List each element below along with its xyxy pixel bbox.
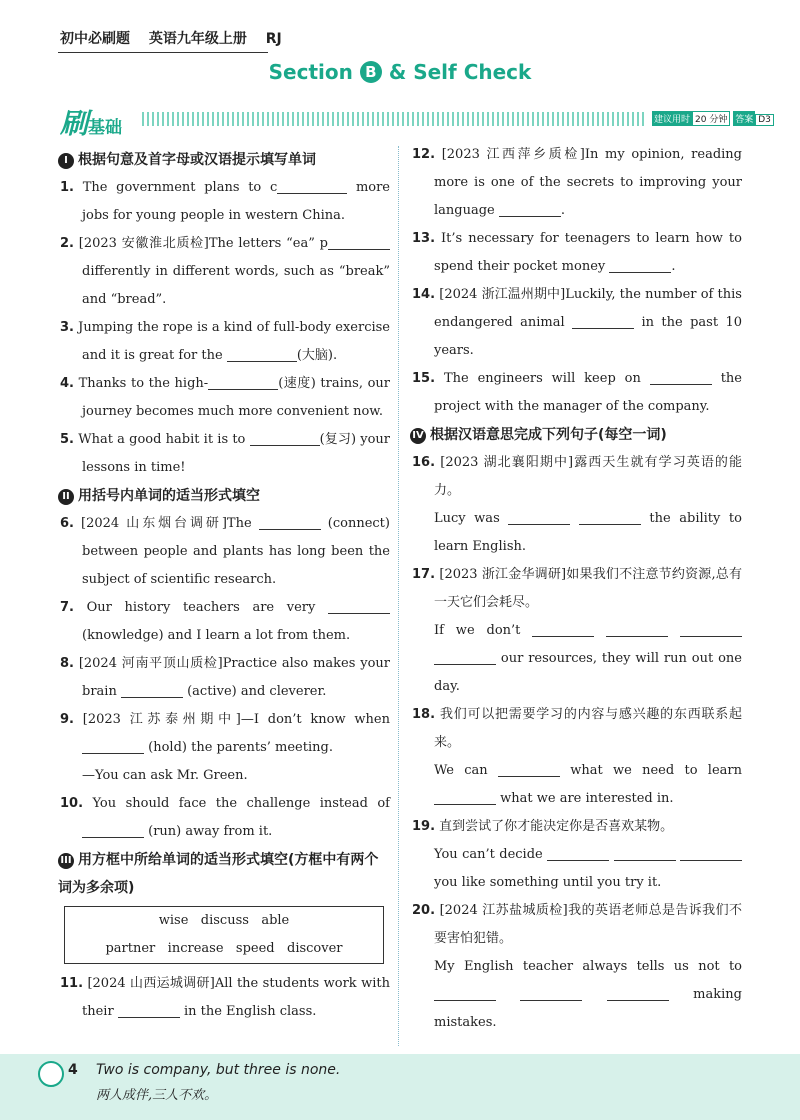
question-18 xyxy=(412,701,742,757)
question-text: what we need to learn xyxy=(570,763,742,778)
question-text: (run) away from it. xyxy=(148,824,273,839)
question-17 xyxy=(412,561,742,617)
answer-blank[interactable] xyxy=(499,202,561,217)
word-box xyxy=(64,906,384,964)
answer-blank[interactable] xyxy=(680,622,742,637)
section-letter-badge: B xyxy=(360,61,382,83)
question-text: What a good habit it is to xyxy=(78,432,246,447)
question-text: more jobs for young people in western China. xyxy=(82,180,390,223)
logo-big-char: 刷 xyxy=(60,107,89,140)
question-text: You should face the challenge instead of xyxy=(92,796,390,811)
question-text: . xyxy=(671,259,676,274)
question-chinese: 如果我们不注意节约资源,总有一天它们会耗尽。 xyxy=(434,567,742,610)
question-number: 14. xyxy=(412,287,436,302)
question-5 xyxy=(60,426,390,482)
logo-small-text: 基础 xyxy=(88,118,123,138)
question-text: (knowledge) and I learn a lot from them. xyxy=(82,628,351,643)
answer-blank[interactable] xyxy=(498,762,560,777)
right-column xyxy=(412,141,742,1037)
question-text: (active) and cleverer. xyxy=(187,684,327,699)
answer-blank[interactable] xyxy=(434,986,496,1001)
question-text: My English teacher always tells us not to xyxy=(434,959,742,974)
roman-badge: I xyxy=(58,153,74,169)
question-source: [2023 浙江金华调研] xyxy=(439,567,567,582)
question-number: 11. xyxy=(60,976,84,991)
question-chinese: 露西天生就有学习英语的能力。 xyxy=(434,455,742,498)
question-text: —I don’t know when xyxy=(240,712,390,727)
section-heading-text: 用括号内单词的适当形式填空 xyxy=(78,488,260,504)
edition-tag: RJ xyxy=(265,31,282,47)
question-20 xyxy=(412,897,742,953)
question-text: The xyxy=(226,516,252,531)
answer-blank[interactable] xyxy=(259,515,321,530)
roman-badge: IV xyxy=(410,428,426,444)
left-column xyxy=(60,146,390,1026)
question-14 xyxy=(412,281,742,365)
question-20-english xyxy=(412,953,742,1037)
question-10 xyxy=(60,790,390,846)
question-2 xyxy=(60,230,390,314)
suggested-time xyxy=(652,111,774,126)
answer-blank[interactable] xyxy=(118,1003,180,1018)
banner-stripes xyxy=(142,112,647,126)
question-text: our resources, they will run out one day. xyxy=(434,651,742,694)
section-heading-text: 根据句意及首字母或汉语提示填写单词 xyxy=(78,152,316,168)
question-text: If we don’t xyxy=(434,623,521,638)
question-text: Luckily, the number of this endangered animal xyxy=(434,287,742,330)
question-text: (connect) between people and plants has long been the subject of scientific research. xyxy=(82,516,390,587)
answer-blank[interactable] xyxy=(82,823,144,838)
question-text: in the past 10 years. xyxy=(434,315,743,358)
question-number: 4. xyxy=(60,376,74,391)
question-number: 18. xyxy=(412,707,436,722)
question-1 xyxy=(60,174,390,230)
question-number: 17. xyxy=(412,567,436,582)
answer-blank[interactable] xyxy=(121,683,183,698)
question-number: 12. xyxy=(412,147,436,162)
question-number: 5. xyxy=(60,432,74,447)
question-text: (复习) your lessons in time! xyxy=(82,432,391,475)
question-number: 9. xyxy=(60,712,74,727)
question-8 xyxy=(60,650,390,706)
question-text: The engineers will keep on xyxy=(443,371,641,386)
section-suffix: & Self Check xyxy=(388,60,532,84)
question-text: The letters “ea” p xyxy=(208,236,328,251)
question-text: you like something until you try it. xyxy=(434,875,662,890)
question-source: [2023 安徽淮北质检] xyxy=(78,236,209,251)
answer-blank[interactable] xyxy=(227,347,297,362)
question-3 xyxy=(60,314,390,370)
question-12 xyxy=(412,141,742,225)
question-number: 13. xyxy=(412,231,436,246)
answer-blank[interactable] xyxy=(328,235,390,250)
question-text: All the students work with their xyxy=(82,976,390,1019)
header-rule xyxy=(58,52,268,53)
question-4 xyxy=(60,370,390,426)
answer-blank[interactable] xyxy=(434,650,496,665)
question-text: (hold) the parents’ meeting. xyxy=(148,740,333,755)
question-17-english xyxy=(412,617,742,701)
question-7 xyxy=(60,594,390,650)
roman-badge: II xyxy=(58,489,74,505)
answer-blank[interactable] xyxy=(434,790,496,805)
question-text: in the English class. xyxy=(183,1004,317,1019)
question-19 xyxy=(412,813,742,841)
answer-blank[interactable] xyxy=(650,370,712,385)
question-text: We can xyxy=(434,763,488,778)
question-text: Our history teachers are very xyxy=(86,600,316,615)
question-16-english xyxy=(412,505,742,561)
question-text: Jumping the rope is a kind of full-body exercise and it is great for the xyxy=(78,320,391,363)
book-name: 初中必刷题 xyxy=(60,31,130,47)
time-label: 建议用时 xyxy=(652,111,692,126)
question-number: 10. xyxy=(60,796,84,811)
question-chinese: 我的英语老师总是告诉我们不要害怕犯错。 xyxy=(434,903,742,946)
motto-chinese: 两人成伴,三人不欢。 xyxy=(96,1088,218,1103)
lightbulb-icon xyxy=(38,1061,64,1087)
answer-blank[interactable] xyxy=(520,986,582,1001)
question-text: differently in different words, such as “break” and “bread”. xyxy=(82,264,390,307)
section-heading-text: 用方框中所给单词的适当形式填空(方框中有两个词为多余项) xyxy=(58,852,379,896)
question-text: The government plans to c xyxy=(82,180,278,195)
section-title xyxy=(0,60,800,84)
question-source: [2024 山西运城调研] xyxy=(87,976,215,991)
question-source: [2024 浙江温州期中] xyxy=(439,287,566,302)
question-source: [2023 湖北襄阳期中] xyxy=(440,455,574,470)
question-chinese: 我们可以把需要学习的内容与感兴趣的东西联系起来。 xyxy=(434,707,742,750)
section-heading xyxy=(58,846,390,902)
section-prefix: Section xyxy=(268,60,353,84)
subject-name: 英语九年级上册 xyxy=(148,31,247,47)
roman-badge: III xyxy=(58,853,74,869)
answer-blank[interactable] xyxy=(508,510,570,525)
question-source: [2023 江西萍乡质检] xyxy=(441,147,585,162)
question-text: what we are interested in. xyxy=(500,791,674,806)
answer-blank[interactable] xyxy=(606,622,668,637)
question-number: 2. xyxy=(60,236,74,251)
answer-label: 答案 xyxy=(733,111,755,126)
question-18-english xyxy=(412,757,742,813)
practice-banner xyxy=(60,102,771,140)
question-number: 20. xyxy=(412,903,436,918)
section-heading xyxy=(58,146,390,174)
question-text: . xyxy=(560,203,566,218)
question-text: It’s necessary for teenagers to learn how to spend their pocket money xyxy=(434,231,742,274)
question-9 xyxy=(60,706,390,762)
question-6 xyxy=(60,510,390,594)
answer-blank[interactable] xyxy=(328,599,390,614)
question-number: 19. xyxy=(412,819,436,834)
question-number: 7. xyxy=(60,600,74,615)
column-divider xyxy=(398,146,399,1046)
question-text: You can’t decide xyxy=(434,847,543,862)
answer-blank[interactable] xyxy=(579,510,641,525)
question-number: 15. xyxy=(412,371,436,386)
question-number: 3. xyxy=(60,320,74,335)
question-number: 8. xyxy=(60,656,74,671)
answer-blank[interactable] xyxy=(607,986,669,1001)
answer-blank[interactable] xyxy=(532,622,594,637)
question-number: 16. xyxy=(412,455,436,470)
question-11 xyxy=(60,970,390,1026)
question-text: Lucy was xyxy=(434,511,500,526)
question-9-reply: —You can ask Mr. Green. xyxy=(82,768,248,783)
answer-blank[interactable] xyxy=(208,375,278,390)
banner-logo xyxy=(60,102,122,142)
word-box-line: partner increase speed discover xyxy=(105,941,343,956)
word-box-line: wise discuss able xyxy=(158,913,290,928)
motto-english: Two is company, but three is none. xyxy=(96,1062,341,1078)
answer-page: D3 xyxy=(755,114,774,126)
question-source: [2024 江苏盐城质检] xyxy=(439,903,568,918)
page-number: 4 xyxy=(68,1062,78,1078)
answer-blank[interactable] xyxy=(614,846,676,861)
answer-blank[interactable] xyxy=(572,314,634,329)
answer-blank[interactable] xyxy=(609,258,671,273)
question-text: the project with the manager of the company. xyxy=(434,371,742,414)
time-value: 20 分钟 xyxy=(692,111,730,126)
question-source: [2024 河南平顶山质检] xyxy=(78,656,223,671)
section-heading-text: 根据汉语意思完成下列句子(每空一词) xyxy=(430,427,667,443)
answer-blank[interactable] xyxy=(680,846,742,861)
question-16 xyxy=(412,449,742,505)
question-text: (大脑). xyxy=(296,348,338,363)
question-19-english xyxy=(412,841,742,897)
question-source: [2024 山东烟台调研] xyxy=(81,516,227,531)
question-text: the ability to learn English. xyxy=(434,511,742,554)
page-footer xyxy=(0,1054,800,1120)
question-text: Thanks to the high- xyxy=(78,376,209,391)
question-source: [2023 江苏泰州期中] xyxy=(82,712,241,727)
question-15 xyxy=(412,365,742,421)
answer-blank[interactable] xyxy=(547,846,609,861)
question-text: (速度) trains, our journey becomes much more convenient now. xyxy=(82,376,390,419)
question-text: making mistakes. xyxy=(434,987,742,1030)
question-text: Practice also makes your brain xyxy=(82,656,390,699)
answer-blank[interactable] xyxy=(250,431,320,446)
running-header xyxy=(60,28,296,48)
answer-blank[interactable] xyxy=(82,739,144,754)
section-heading xyxy=(58,482,390,510)
section-heading xyxy=(410,421,742,449)
question-text: In my opinion, reading more is one of the secrets to improving your language xyxy=(434,147,742,218)
answer-blank[interactable] xyxy=(277,179,347,194)
question-chinese: 直到尝试了你才能决定你是否喜欢某物。 xyxy=(439,819,674,834)
question-number: 6. xyxy=(60,516,74,531)
question-number: 1. xyxy=(60,180,74,195)
question-13 xyxy=(412,225,742,281)
